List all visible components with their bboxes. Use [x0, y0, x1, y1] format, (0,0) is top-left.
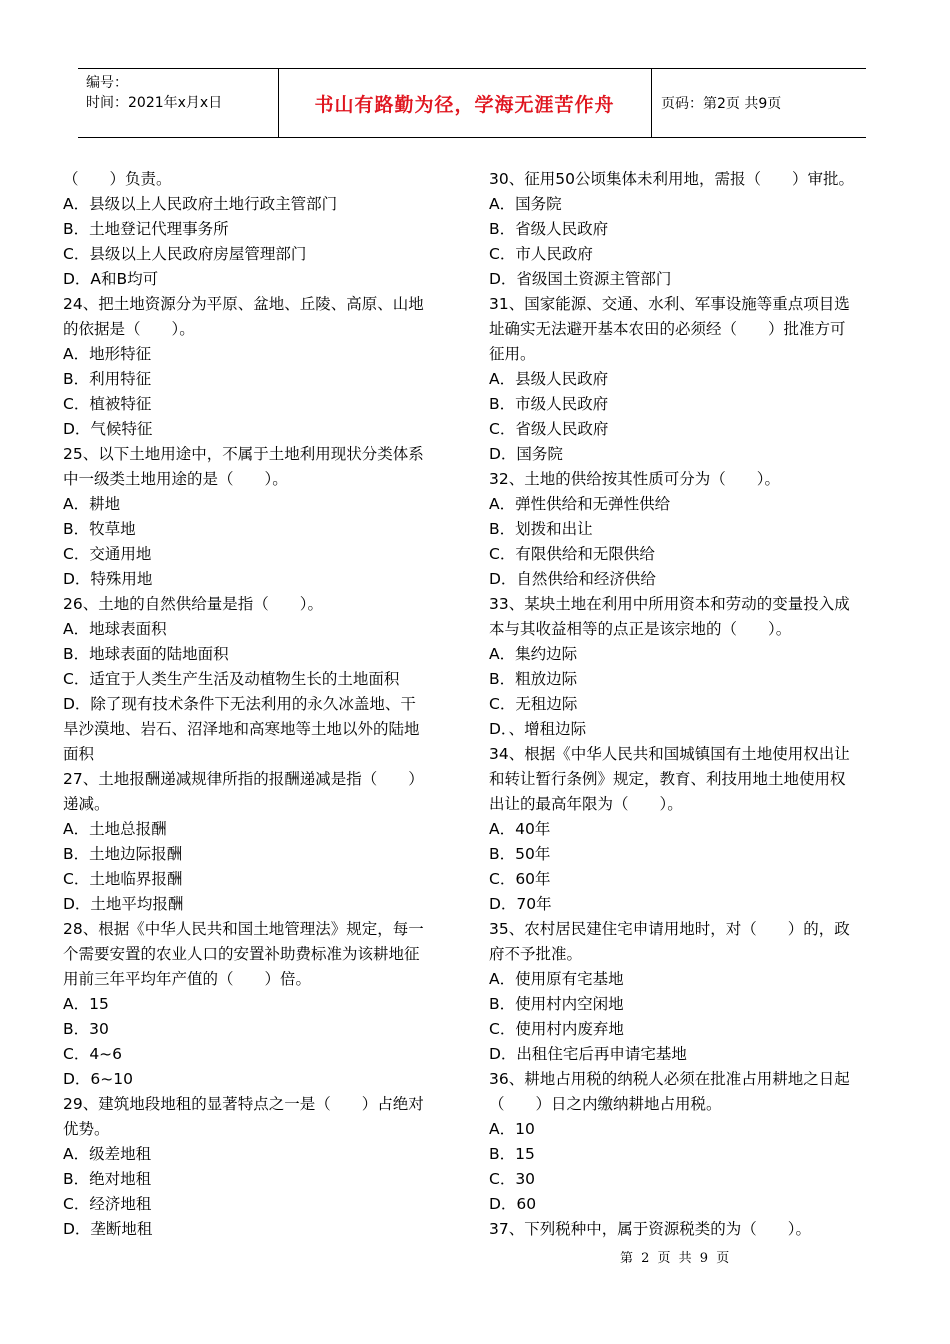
text-line: D．除了现有技术条件下无法利用的永久冰盖地、干: [63, 695, 416, 713]
text-line: C．60年: [489, 870, 551, 888]
text-line: 24、把土地资源分为平原、盆地、丘陵、高原、山地: [63, 295, 424, 313]
motto: 书山有路勤为径，学海无涯苦作舟: [314, 93, 615, 116]
text-line: B．绝对地租: [63, 1170, 152, 1188]
text-line: B．市级人民政府: [489, 395, 609, 413]
text-line: A．15: [63, 995, 109, 1013]
text-line: C．4~6: [63, 1045, 123, 1063]
text-line: B．地球表面的陆地面积: [63, 645, 229, 663]
text-line: C．使用村内废弃地: [489, 1020, 624, 1038]
text-line: A．弹性供给和无弹性供给: [489, 495, 671, 513]
text-line: D．70年: [489, 895, 552, 913]
text-line: 递减。: [63, 795, 110, 813]
text-line: A．使用原有宅基地: [489, 970, 624, 988]
document-number-label: 编号：: [86, 75, 128, 91]
text-line: 27、土地报酬递减规律所指的报酬递减是指（ ）: [63, 770, 424, 788]
text-line: D．自然供给和经济供给: [489, 570, 656, 588]
text-line: D．土地平均报酬: [63, 895, 184, 913]
text-line: C．无租边际: [489, 695, 578, 713]
header-info-cell: [78, 69, 279, 137]
text-line: B．省级人民政府: [489, 220, 609, 238]
document-date: 时间：2021年x月x日: [86, 95, 223, 111]
text-line: 用前三年平均年产值的（ ）倍。: [63, 970, 312, 988]
text-line: 37、下列税种中，属于资源税类的为（ ）。: [489, 1220, 811, 1238]
text-line: （ ）日之内缴纳耕地占用税。: [489, 1095, 722, 1113]
text-line: A．地球表面积: [63, 620, 167, 638]
text-line: D．特殊用地: [63, 570, 153, 588]
header-page-cell: [651, 69, 866, 137]
text-line: A．国务院: [489, 195, 562, 213]
text-line: B．15: [489, 1145, 535, 1163]
text-line: A．土地总报酬: [63, 820, 167, 838]
text-line: C．土地临界报酬: [63, 870, 183, 888]
text-line: D．、增租边际: [489, 720, 587, 738]
text-line: 29、建筑地段地租的显著特点之一是（ ）占绝对: [63, 1095, 424, 1113]
text-line: 34、根据《中华人民共和国城镇国有土地使用权出让: [489, 745, 850, 763]
text-line: D．国务院: [489, 445, 563, 463]
text-line: B．30: [63, 1020, 109, 1038]
text-line: A．40年: [489, 820, 551, 838]
text-line: 36、耕地占用税的纳税人必须在批准占用耕地之日起: [489, 1070, 850, 1088]
text-line: 26、土地的自然供给量是指（ ）。: [63, 595, 323, 613]
text-line: C．交通用地: [63, 545, 152, 563]
text-line: B．土地登记代理事务所: [63, 220, 229, 238]
header-motto-cell: [278, 69, 652, 137]
text-line: 旱沙漠地、岩石、沼泽地和高寒地等土地以外的陆地: [63, 720, 420, 738]
right-column: [489, 167, 889, 1242]
text-line: 30、征用50公顷集体未利用地，需报（ ）审批。: [489, 170, 854, 188]
text-line: C．省级人民政府: [489, 420, 609, 438]
text-line: 33、某块土地在利用中所用资本和劳动的变量投入成: [489, 595, 850, 613]
left-column: [63, 167, 463, 1242]
text-line: （ ）负责。: [63, 170, 172, 188]
text-line: 优势。: [63, 1120, 110, 1138]
text-line: 28、根据《中华人民共和国土地管理法》规定，每一: [63, 920, 424, 938]
text-line: A．集约边际: [489, 645, 578, 663]
text-line: C．经济地租: [63, 1195, 152, 1213]
page-code: 页码：第2页 共9页: [661, 96, 782, 112]
page-header: [78, 68, 866, 138]
text-line: C．有限供给和无限供给: [489, 545, 655, 563]
text-line: D．垄断地租: [63, 1220, 153, 1238]
text-line: 出让的最高年限为（ ）。: [489, 795, 683, 813]
text-line: D．省级国土资源主管部门: [489, 270, 672, 288]
text-line: D．出租住宅后再申请宅基地: [489, 1045, 687, 1063]
page-footer: 第 2 页 共 9 页: [620, 1251, 732, 1266]
text-line: B．利用特征: [63, 370, 152, 388]
text-line: 址确实无法避开基本农田的必须经（ ）批准方可: [489, 320, 846, 338]
text-line: C．市人民政府: [489, 245, 593, 263]
text-line: 31、国家能源、交通、水利、军事设施等重点项目选: [489, 295, 850, 313]
text-line: D．A和B均可: [63, 270, 159, 288]
text-line: 中一级类土地用途的是（ ）。: [63, 470, 288, 488]
text-line: D．6~10: [63, 1070, 134, 1088]
text-line: 35、农村居民建住宅申请用地时，对（ ）的，政: [489, 920, 850, 938]
text-line: A．10: [489, 1120, 535, 1138]
text-line: 面积: [63, 745, 95, 763]
text-line: C．适宜于人类生产生活及动植物生长的土地面积: [63, 670, 400, 688]
text-line: 征用。: [489, 345, 536, 363]
text-line: C．植被特征: [63, 395, 152, 413]
text-line: B．使用村内空闲地: [489, 995, 624, 1013]
text-line: B．牧草地: [63, 520, 136, 538]
text-line: 和转让暂行条例》规定，教育、利技用地土地使用权: [489, 770, 846, 788]
text-line: B．划拨和出让: [489, 520, 593, 538]
text-line: C．县级以上人民政府房屋管理部门: [63, 245, 307, 263]
text-line: 25、以下土地用途中，不属于土地利用现状分类体系: [63, 445, 424, 463]
text-line: A．地形特征: [63, 345, 152, 363]
text-line: B．粗放边际: [489, 670, 578, 688]
text-line: 32、土地的供给按其性质可分为（ ）。: [489, 470, 780, 488]
text-line: A．耕地: [63, 495, 121, 513]
text-line: 本与其收益相等的点正是该宗地的（ ）。: [489, 620, 792, 638]
text-line: 个需要安置的农业人口的安置补助费标准为该耕地征: [63, 945, 420, 963]
text-line: C．30: [489, 1170, 536, 1188]
text-line: 府不予批准。: [489, 945, 583, 963]
text-line: A．县级人民政府: [489, 370, 609, 388]
text-line: D．气候特征: [63, 420, 153, 438]
text-line: A．县级以上人民政府土地行政主管部门: [63, 195, 338, 213]
text-line: A．级差地租: [63, 1145, 152, 1163]
text-line: B．50年: [489, 845, 551, 863]
text-line: 的依据是（ ）。: [63, 320, 195, 338]
text-line: D．60: [489, 1195, 537, 1213]
text-line: B．土地边际报酬: [63, 845, 183, 863]
